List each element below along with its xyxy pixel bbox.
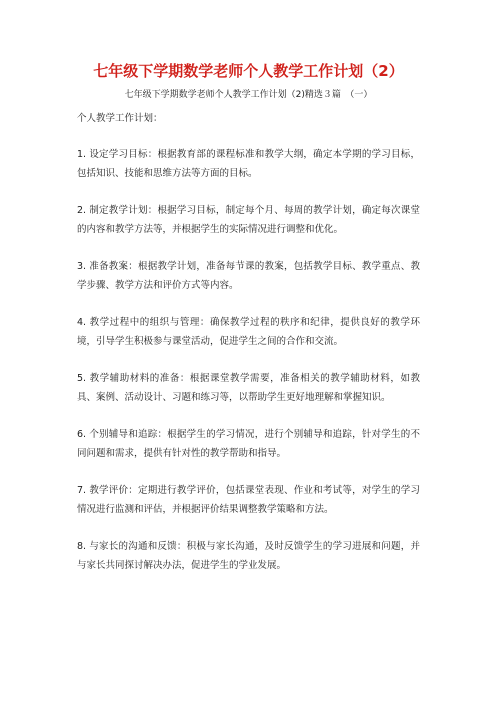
intro-heading: 个人教学工作计划： xyxy=(77,113,163,124)
plan-item-7: 7. 教学评价：定期进行教学评价，包括课堂表现、作业和考试等，对学生的学习情况进行监测和评估，并根据评价结果调整教学策略和方法。 xyxy=(77,485,420,515)
document-subtitle: 七年级下学期数学老师个人教学工作计划（2)精选３篇 （一） xyxy=(124,90,373,100)
plan-item-2: 2. 制定教学计划：根据学习目标，制定每个月、每周的教学计划，确定每次课堂的内容和教学方法等，并根据学生的实际情况进行调整和优化。 xyxy=(77,205,420,235)
plan-item-5: 5. 教学辅助材料的准备：根据课堂教学需要，准备相关的教学辅助材料，如教具、案例、活动设计、习题和练习等，以帮助学生更好地理解和掌握知识。 xyxy=(77,373,420,403)
plan-item-6: 6. 个别辅导和追踪：根据学生的学习情况，进行个别辅导和追踪，针对学生的不同问题和需求，提供有针对性的教学帮助和指导。 xyxy=(77,429,420,459)
plan-item-3: 3. 准备教案：根据教学计划，准备每节课的教案，包括教学目标、教学重点、教学步骤、教学方法和评价方式等内容。 xyxy=(77,261,420,291)
plan-item-8: 8. 与家长的沟通和反馈：积极与家长沟通，及时反馈学生的学习进展和问题，并与家长共同探讨解决办法，促进学生的学业发展。 xyxy=(77,541,420,571)
plan-item-1: 1. 设定学习目标：根据教育部的课程标准和教学大纲，确定本学期的学习目标，包括知识、技能和思维方法等方面的目标。 xyxy=(77,149,420,179)
plan-item-4: 4. 教学过程中的组织与管理：确保教学过程的秩序和纪律，提供良好的教学环境，引导学生积极参与课堂活动，促进学生之间的合作和交流。 xyxy=(77,317,420,347)
document-title: 七年级下学期数学老师个人教学工作计划（2） xyxy=(93,62,404,80)
